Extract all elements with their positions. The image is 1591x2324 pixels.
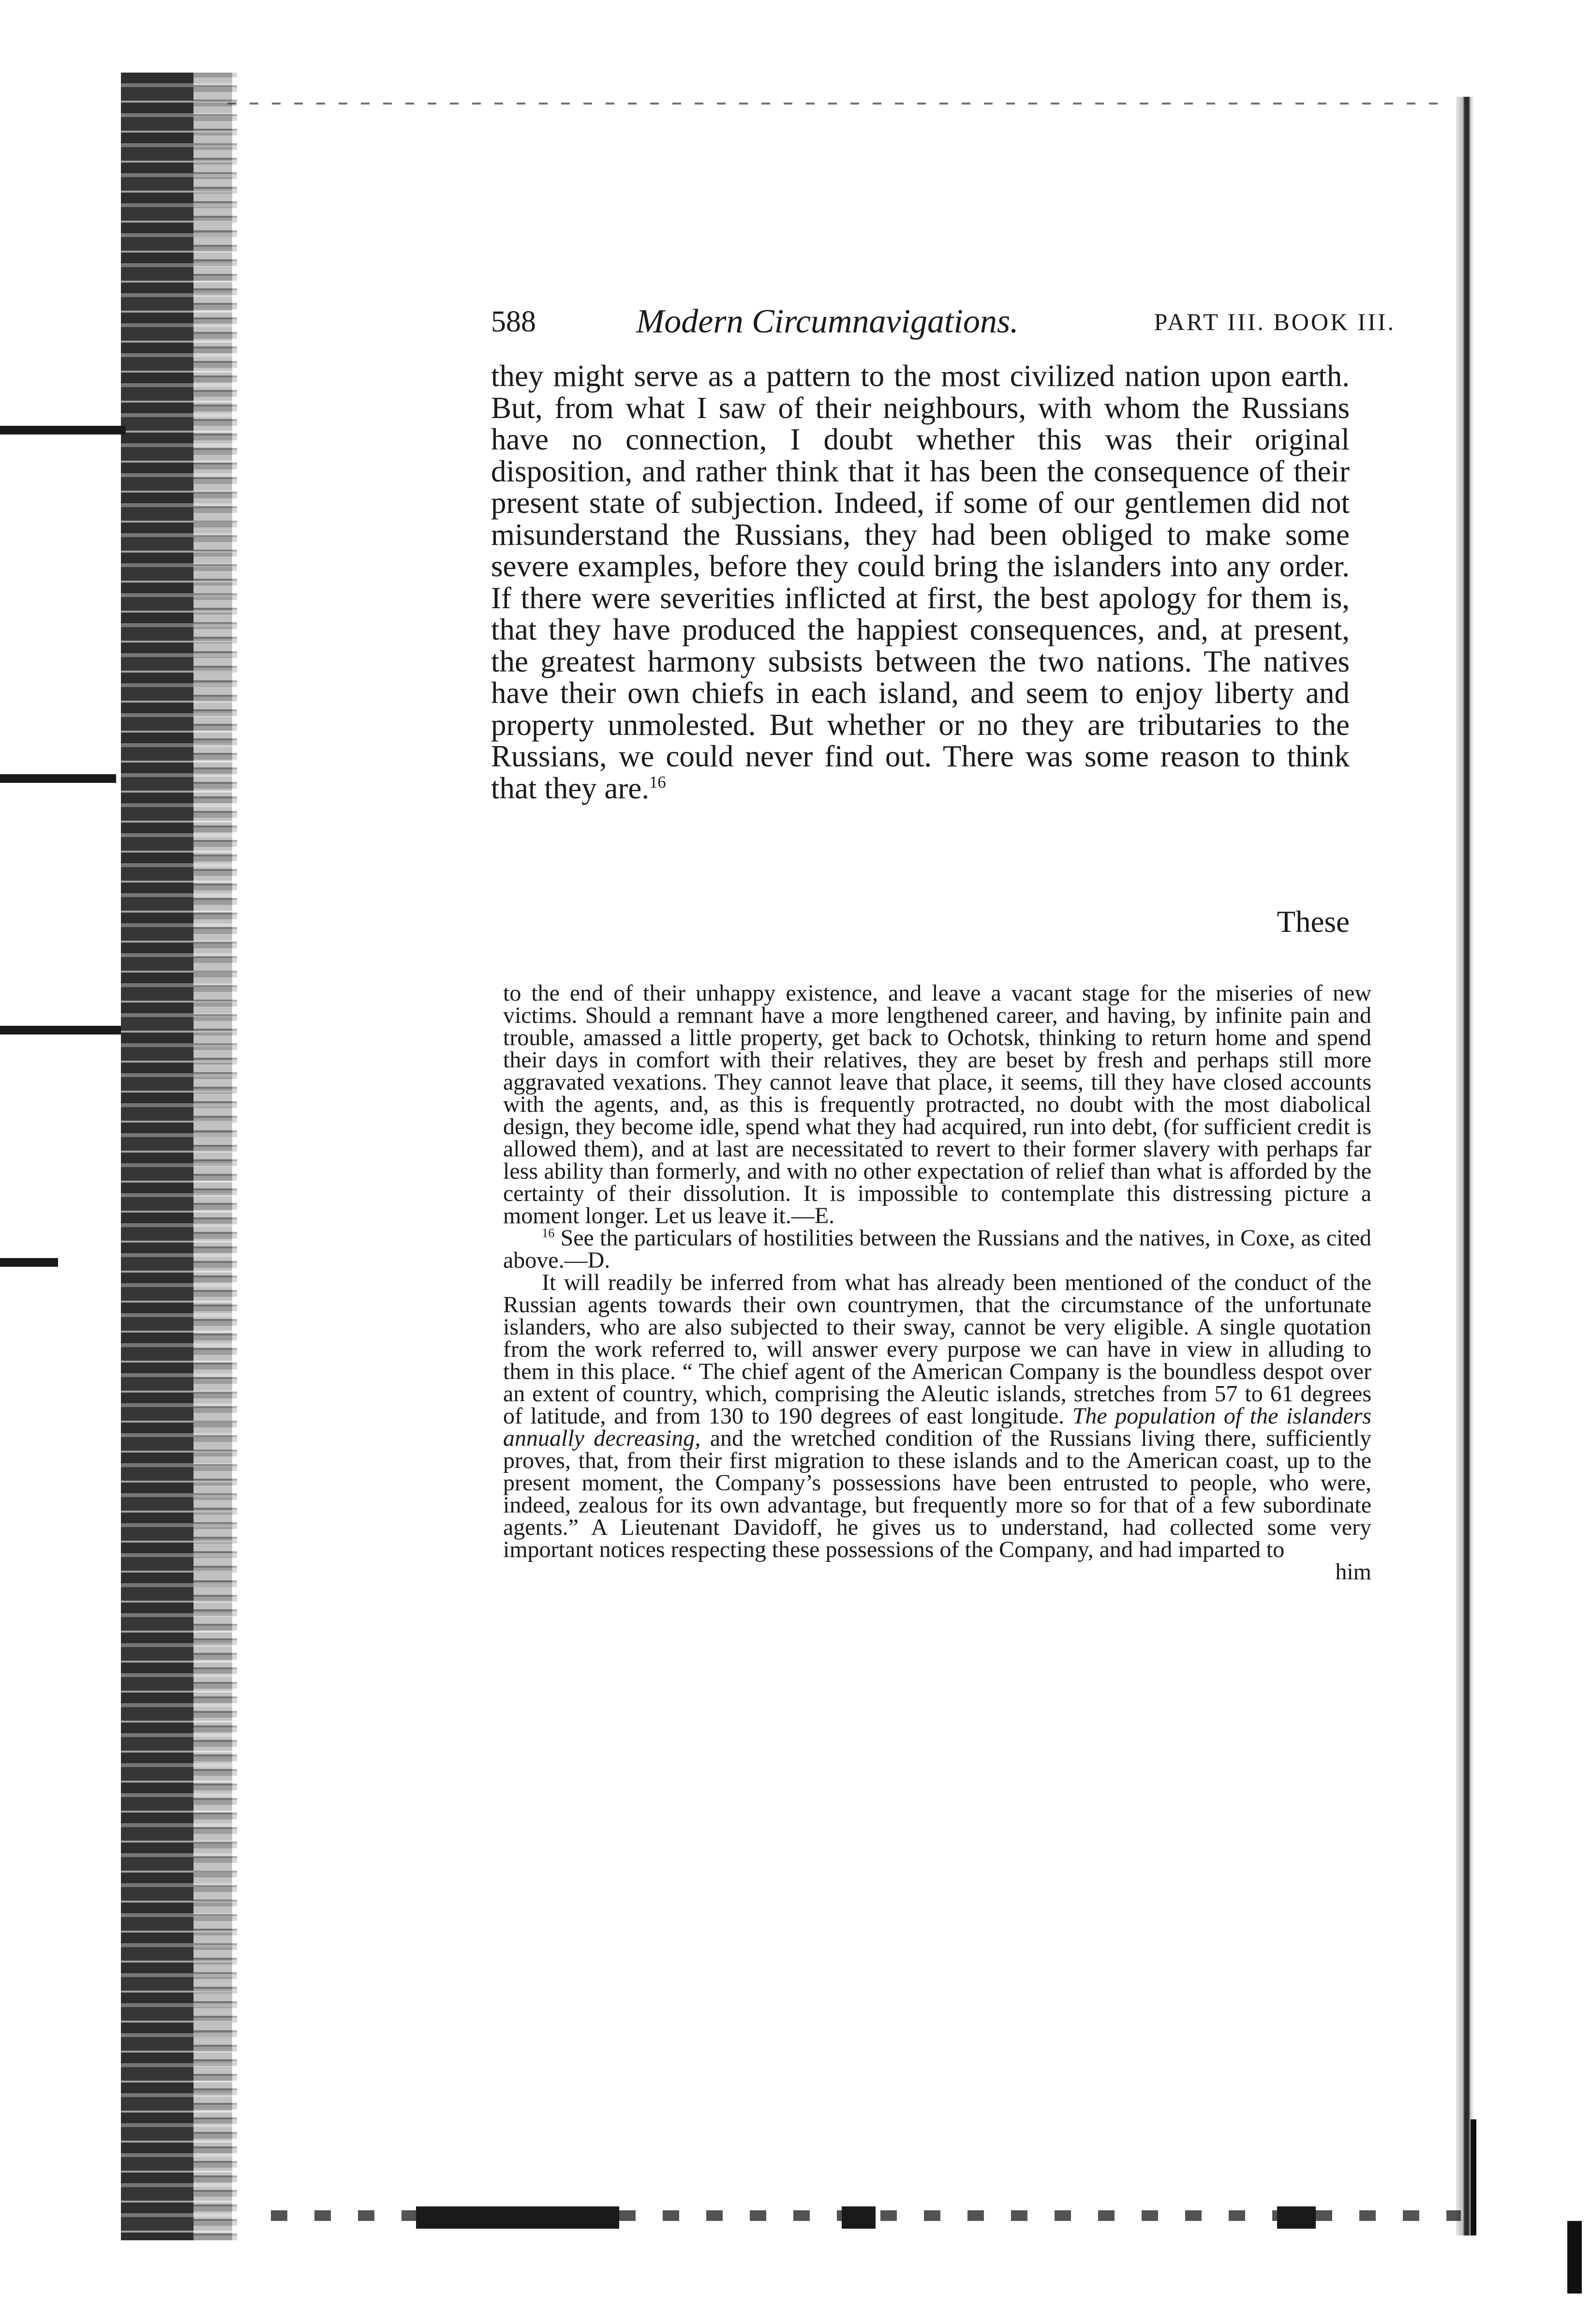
body-text: they might serve as a pattern to the most civilized nation upon earth. But, from what I saw of their neighbours, with whom the Russians have no connection, I doubt whether this was their original disposition, and rather think that it has been the consequence of their present state of subjection. Indeed, if some of our gentlemen did not misunderstand the Russians, they had been obliged to make some severe examples, before they could bring the islanders into any order. If there were severities inflicted at first, the best apology for them is, that they have produced the happiest consequences, and, at present, the greatest harmony subsists between the two nations. The natives have their own chiefs in each island, and seem to enjoy liberty and property unmolested. But whether or no they are tributaries to the Russians, we could never find out. There was some reason to think that they are. xyxy=(491,359,1350,805)
footnote-italic-phrase: The population of the islanders annually decreasing, xyxy=(503,1403,1371,1451)
right-page-edge xyxy=(1456,97,1473,2235)
bottom-scan-block xyxy=(416,2206,619,2229)
body-paragraph xyxy=(491,360,1350,804)
bottom-scan-block xyxy=(842,2206,876,2229)
footnote-paragraph-part1: It will readily be inferred from what has already been mentioned of the conduct of the Russian agents towards their own countrymen, that the circumstance of the unfortunate islanders, who are also subjected to their sway, cannot be very eligible. A single quotation from the work referred to, will answer every purpose we can have in view in alluding to them in this place. “ The chief agent of the American Company is the boundless despot over an extent of country, which, comprising the Aleutic islands, stretches from 57 to 61 degrees of latitude, and from 130 to 190 degrees of east longitude. xyxy=(503,1270,1371,1429)
footnotes xyxy=(503,982,1371,1583)
bottom-scan-block xyxy=(1277,2206,1316,2229)
note-reference: 16 xyxy=(649,773,666,792)
footnote-continued: to the end of their unhappy existence, and leave a vacant stage for the miseries of new victims. Should a remnant have a more lengthened career, and having, by infinite pain and trouble, amassed a little property, get back to Ochotsk, thinking to return home and spend their days in comfort with their relatives, they are beset by fresh and perhaps still more aggravated vexations. They cannot leave that place, it seems, till they have closed accounts with the agents, and, as this is frequently protracted, no doubt with the most diabolical design, they become idle, spend what they had acquired, run into debt, (for sufficient credit is allowed them), and at last are necessitated to revert to their former slavery with perhaps far less ability than formerly, and with no other expectation of relief than what is afforded by the certainty of their dissolution. It is impossible to contemplate this distressing picture a moment longer. Let us leave it.—E. xyxy=(503,980,1371,1229)
binding-shadow-inner xyxy=(193,73,237,2240)
binding-mark xyxy=(0,1258,58,1267)
corner-scan-mark xyxy=(1567,2221,1582,2294)
footnote-catchword: him xyxy=(1335,1559,1371,1585)
footnote-16-text: See the particulars of hostilities between the Russians and the natives, in Coxe, as cited above.—D. xyxy=(503,1225,1371,1273)
binding-mark xyxy=(0,426,126,435)
binding-mark xyxy=(0,774,116,783)
part-book-label: PART III. BOOK III. xyxy=(1154,308,1396,335)
footnote-paragraph xyxy=(503,1272,1371,1561)
footnote-16 xyxy=(503,1227,1371,1272)
running-title: Modern Circumnavigations. xyxy=(636,303,1019,340)
running-head xyxy=(491,300,1396,344)
top-scan-rule xyxy=(227,103,1446,105)
footnote-number: 16 xyxy=(542,1226,555,1240)
body-catchword: These xyxy=(1277,905,1350,939)
right-page-edge-mark xyxy=(1471,2119,1476,2235)
binding-mark xyxy=(0,1026,121,1035)
page-number: 588 xyxy=(491,305,536,338)
footnote-paragraph-part2: and the wretched condition of the Russians living there, sufficiently proves, that, from their first migration to these islands and to the American coast, up to the present moment, the Company’s possessions have been entrusted to people, who were, indeed, zealous for its own advantage, but frequently more so for that of a few subordinate agents.” A Lieutenant Davidoff, he gives us to understand, had collected some very important notices respecting these possessions of the Company, and had imparted to xyxy=(503,1425,1371,1562)
